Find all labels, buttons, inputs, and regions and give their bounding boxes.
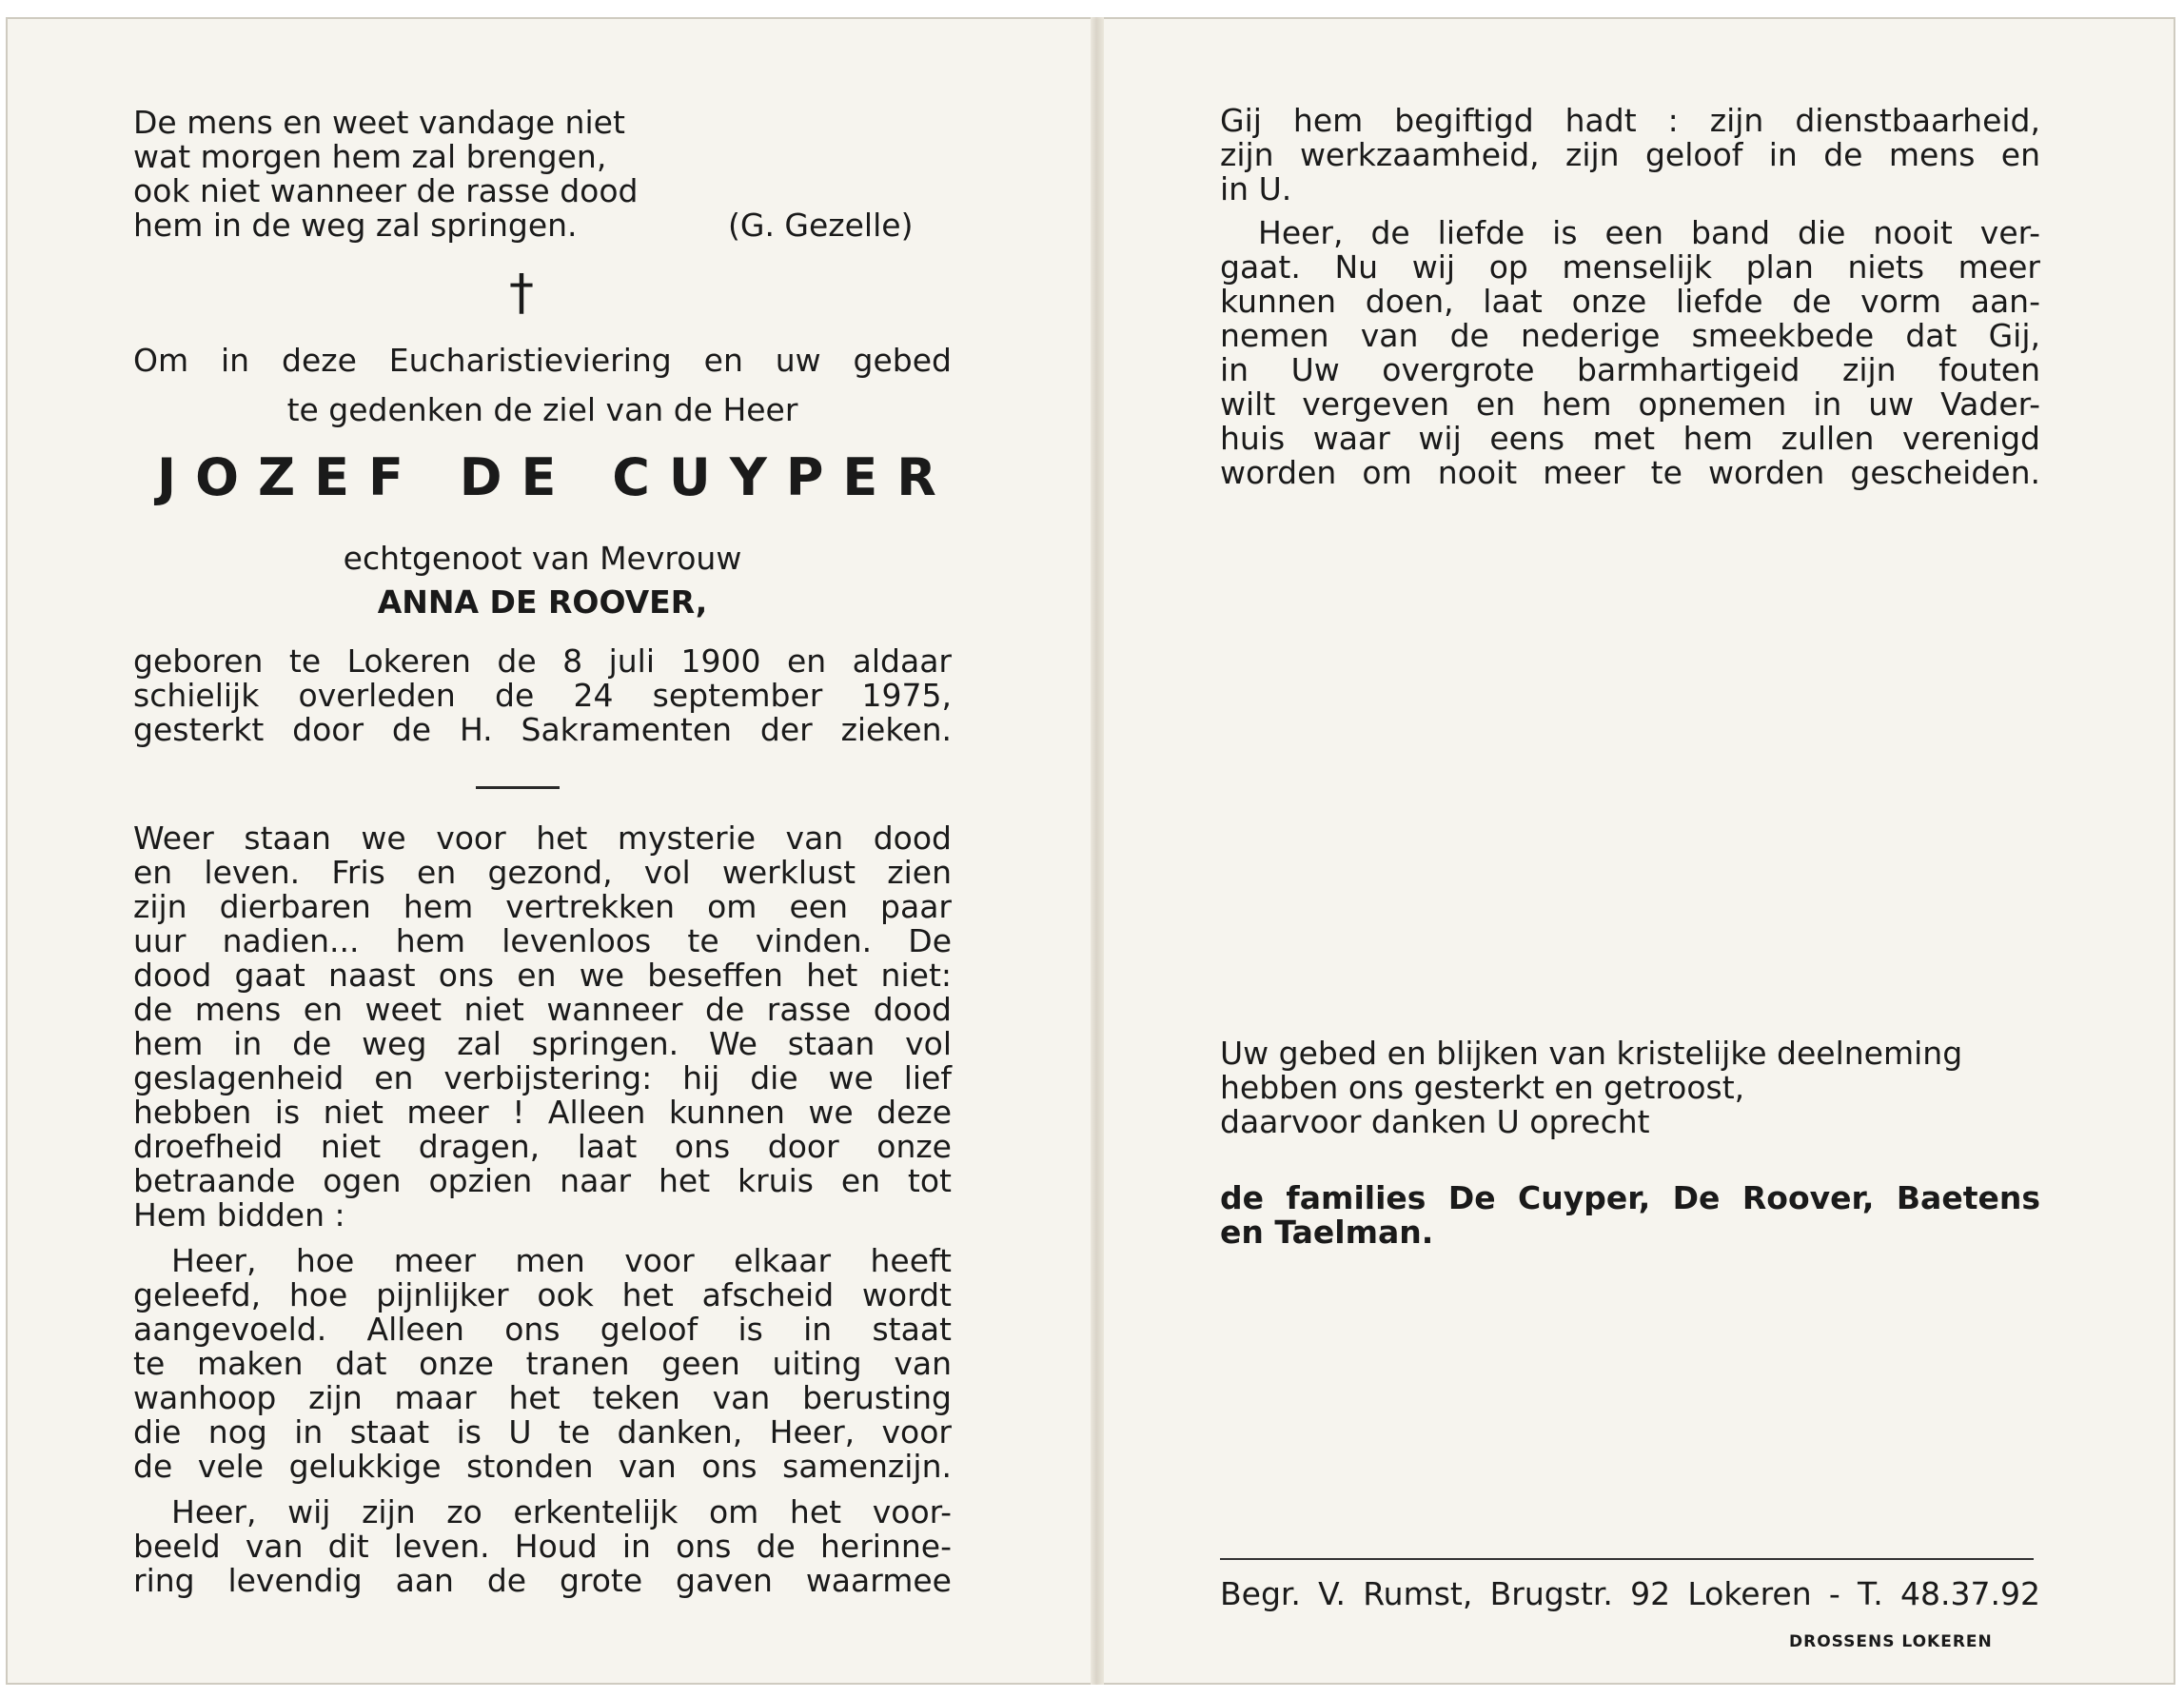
body-line: kunnen doen, laat onze liefde de vorm aan- [1220,283,2040,320]
body-line: Heer, hoe meer men voor elkaar heeft [171,1242,952,1279]
body-line: te maken dat onze tranen geen uiting van [133,1345,952,1382]
thanks-line: daarvoor danken U oprecht [1220,1103,1650,1140]
spouse-intro: echtgenoot van Mevrouw [343,540,742,577]
body-line: en leven. Fris en gezond, vol werklust zien [133,854,952,891]
poem-author: (G. Gezelle) [728,207,914,244]
poem-line: ook niet wanneer de rasse dood [133,172,639,209]
spouse-name: ANNA DE ROOVER, [377,583,708,621]
body-line: geleefd, hoe pijnlijker ook het afscheid wordt [133,1276,952,1313]
body-line: in U. [1220,170,1292,207]
body-line: Weer staan we voor het mysterie van dood [133,819,952,857]
families-line: de families De Cuyper, De Roover, Baetens [1220,1179,2040,1216]
body-line: beeld van dit leven. Houd in ons de herinne- [133,1528,952,1565]
card-fold [1091,17,1104,1685]
body-line: geslagenheid en verbijstering: hij die we lief [133,1059,952,1096]
body-line: zijn dierbaren hem vertrekken om een paar [133,888,952,925]
intro-line: Om in deze Eucharistieviering en uw gebed [133,342,952,379]
life-line: geboren te Lokeren de 8 juli 1900 en aldaar [133,642,952,680]
families-line: en Taelman. [1220,1214,1434,1251]
body-line: zijn werkzaamheid, zijn geloof in de mens en [1220,136,2040,173]
separator [476,786,560,789]
body-line: wilt vergeven en hem opnemen in uw Vader- [1220,385,2040,423]
poem-line: wat morgen hem zal brengen, [133,138,607,175]
thanks-line: hebben ons gesterkt en getroost, [1220,1069,1745,1106]
poem-line: hem in de weg zal springen. [133,207,578,244]
body-line: Heer, de liefde is een band die nooit ver- [1258,214,2040,251]
poem-line: De mens en weet vandage niet [133,104,625,141]
body-line: wanhoop zijn maar het teken van berusting [133,1379,952,1416]
body-line: betraande ogen opzien naar het kruis en tot [133,1162,952,1199]
body-line: de vele gelukkige stonden van ons samenzijn. [133,1448,952,1485]
intro-line: te gedenken de ziel van de Heer [286,391,798,428]
body-line: Gij hem begiftigd hadt : zijn dienstbaarheid, [1220,102,2040,139]
undertaker-info: Begr. V. Rumst, Brugstr. 92 Lokeren - T. 48.37.92 [1220,1575,2040,1612]
body-line: in Uw overgrote barmhartigeid zijn fouten [1220,351,2040,388]
body-line: dood gaat naast ons en we beseffen het niet: [133,957,952,994]
thanks-line: Uw gebed en blijken van kristelijke deelneming [1220,1035,1963,1072]
body-line: de mens en weet niet wanneer de rasse dood [133,991,952,1028]
body-line: gaat. Nu wij op menselijk plan niets meer [1220,248,2040,286]
body-line: ring levendig aan de grote gaven waarmee [133,1562,952,1599]
body-line: Hem bidden : [133,1196,345,1234]
body-line: hem in de weg zal springen. We staan vol [133,1025,952,1062]
body-line: huis waar wij eens met hem zullen verenigd [1220,420,2040,457]
body-line: uur nadien... hem levenloos te vinden. De [133,922,952,959]
body-line: nemen van de nederige smeekbede dat Gij, [1220,317,2040,354]
body-line: droefheid niet dragen, laat ons door onze [133,1128,952,1165]
life-line: gesterkt door de H. Sakramenten der zieken. [133,711,952,748]
life-line: schielijk overleden de 24 september 1975, [133,677,952,714]
deceased-name: JOZEF DE CUYPER [157,447,955,507]
body-line: worden om nooit meer te worden gescheiden. [1220,454,2040,491]
body-line: aangevoeld. Alleen ons geloof is in staat [133,1311,952,1348]
body-line: die nog in staat is U te danken, Heer, voor [133,1413,952,1451]
body-line: Heer, wij zijn zo erkentelijk om het voor- [171,1493,952,1530]
footer-rule [1220,1558,2034,1560]
printer-credit: DROSSENS LOKEREN [1789,1632,1993,1651]
cross-icon: † [509,265,534,322]
body-line: hebben is niet meer ! Alleen kunnen we deze [133,1094,952,1131]
